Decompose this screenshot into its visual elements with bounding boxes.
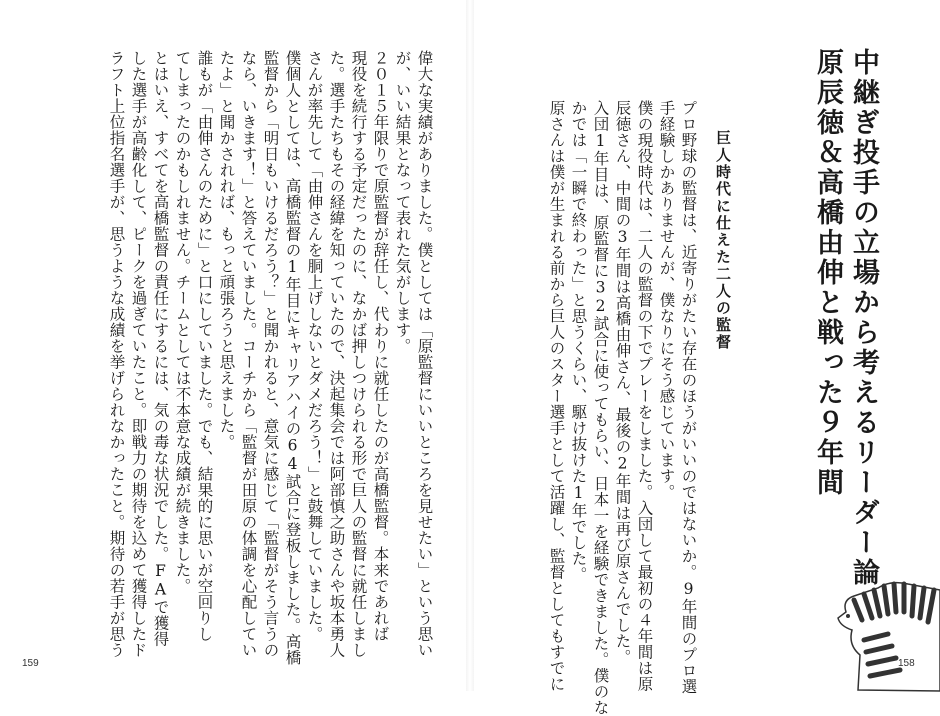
body-line: 監督から「明日もいけるだろう？」と聞かれると、意気に感じて「監督がそう言うの [261, 50, 280, 658]
body-line: 僕の現役時代は、二人の監督の下でプレーをしました。入団して最初の４年間は原 [635, 100, 654, 692]
body-line: ２０１５年限りで原監督が辞任し、代わりに就任したのが高橋監督。本来であれば [371, 50, 390, 642]
body-line: た。選手たちもその経緯を知っていたので、決起集会では阿部慎之助さんや坂本勇人 [327, 50, 346, 658]
body-line: した選手が高齢化して、ピークを過ぎていたこと。即戦力の期待を込めて獲得したド [129, 50, 148, 658]
body-line: プロ野球の監督は、近寄りがたい存在のほうがいいのではないか。9年間のプロ選 [679, 100, 698, 695]
body-line: とはいえ、すべてを高橋監督の責任にするには、気の毒な状況でした。FAで獲得 [151, 50, 170, 647]
body-line: 手経験しかありませんが、僕なりにそう感じています。 [657, 100, 676, 500]
chapter-title-line-2: 原辰徳＆高橋由伸と戦った９年間 [812, 48, 843, 498]
body-line: 原さんは僕が生まれる前から巨人のスター選手として活躍し、監督としてもすでに [547, 100, 566, 692]
body-line: さんが率先して「由伸さんを胴上げしないとダメだろう！」と鼓舞していました。 [305, 50, 324, 642]
body-line: 偉大な実績がありました。僕としては「原監督にいいところを見せたい」という思い [415, 50, 434, 658]
zebra-icon [818, 560, 940, 691]
body-line: 誰もが「由伸さんのために」と口にしていました。でも、結果的に思いが空回りし [195, 50, 214, 642]
chapter-title-line-1: 中継ぎ投手の立場から考えるリーダー論 [848, 48, 879, 588]
body-line: 入団1年目は、原監督に32試合に使ってもらい、日本一を経験できました。僕のな [591, 100, 610, 716]
body-line: 辰徳さん、中間の3年間は高橋由伸さん、最後の2年間は再び原さんでした。 [613, 100, 632, 665]
body-line: 僕個人としては、高橋監督の1年目にキャリアハイの64試合に登板しました。高橋 [283, 50, 302, 666]
body-line: 現役を続行する予定だったのに、なかば押しつけられる形で巨人の監督に就任しまし [349, 50, 368, 658]
body-line: ラフト上位指名選手が、思うような成績を挙げられなかったこと。期待の若手が思う [107, 50, 126, 658]
body-line: かでは「一瞬で終わった」と思うくらい、駆け抜けた1年でした。 [569, 100, 588, 583]
page-gutter [466, 0, 474, 691]
body-line: たよ」と聞かされれば、もっと頑張ろうと思えました。 [217, 50, 236, 450]
page-number-left: 159 [22, 658, 39, 669]
body-line: てしまったのかもしれません。チームとしては不本意な成績が続きました。 [173, 50, 192, 594]
body-line: が、いい結果となって表れた気がします。 [393, 50, 412, 354]
page-number-right: 158 [898, 658, 915, 669]
section-heading: 巨人時代に仕えた二人の監督 [714, 130, 732, 351]
body-line: なら、いきます！」と答えていました。コーチから「監督が田原の体調を心配してい [239, 50, 258, 658]
